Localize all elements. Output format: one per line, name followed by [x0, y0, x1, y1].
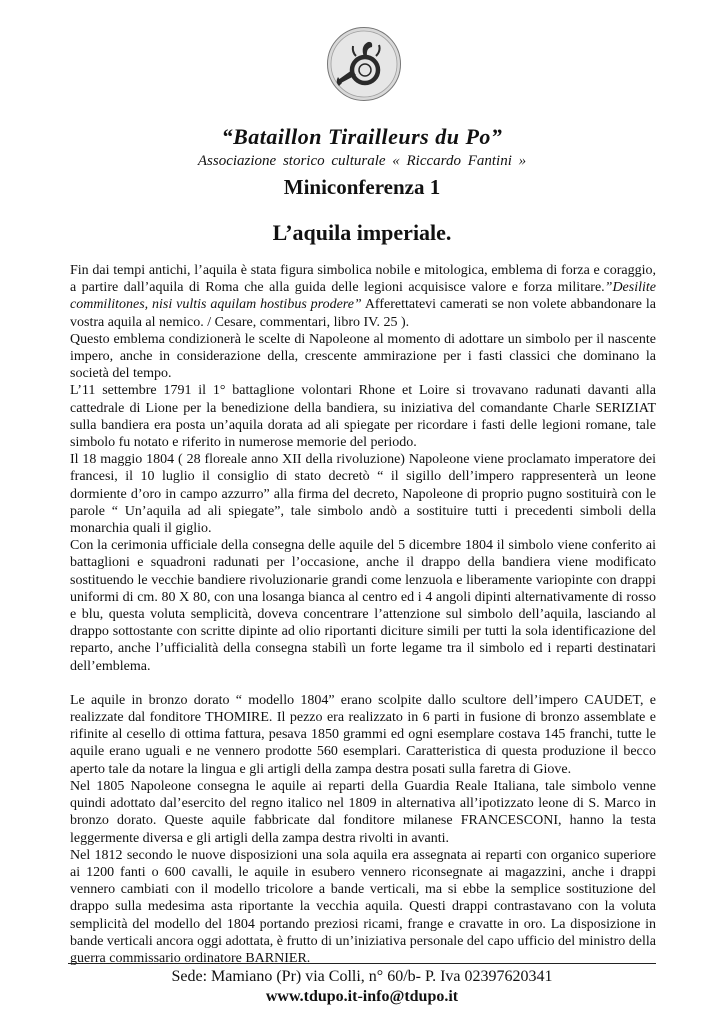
association-subtitle: Associazione storico culturale « Riccardo Fantini »	[197, 153, 527, 169]
hunting-horn-emblem-icon	[326, 26, 402, 102]
paragraph-7: Nel 1805 Napoleone consegna le aquile ai reparti della Guardia Reale Italiana, tale simbolo venne quindi adottato dal’esercito del regno italico nel 1809 in alternativa all’ipotizzato leone di S. Marco in bronzo dorato. Queste aquile fabbricate dal fonditore milanese FRANCESCONI, hanno la testa leggermente diversa e gli artigli della zampa destra rivolti in avanti.	[70, 778, 656, 846]
document-body	[70, 262, 656, 967]
paragraph-3: L’11 settembre 1791 il 1° battaglione volontari Rhone et Loire si trovavano radunati davanti alla cattedrale di Lione per la benedizione della bandiera, su iniziativa del comandante Charle SERIZIAT sulla bandiera era posta un’aquila dorata ad ali spiegate per ricordare i fasti delle legioni romane, tale simbolo fu notato e riferito in numerose memorie del periodo.	[70, 383, 656, 451]
paragraph-2: Questo emblema condizionerà le scelte di Napoleone al momento di adottare un simbolo per il nascente impero, anche in considerazione della, crescente ammirazione per i fasti classici che dominano la società del tempo.	[70, 331, 656, 382]
footer-web-email: www.tdupo.it-info@tdupo.it	[265, 988, 459, 1005]
paragraph-1-end: Afferettatevi camerati se non volete abbandonare la vostra aquila al nemico. / Cesare, commentari, libro IV. 25 ).	[70, 297, 656, 330]
conference-title: Miniconferenza 1	[283, 175, 441, 199]
paragraph-1	[70, 262, 656, 331]
association-title: “Bataillon Tirailleurs du Po”	[221, 124, 503, 149]
latin-quote: ”Desilite commilitones, nisi vultis aquilam hostibus prodere”	[70, 280, 656, 313]
document-heading: L’aquila imperiale.	[272, 220, 452, 245]
paragraph-6: Le aquile in bronzo dorato “ modello 1804” erano scolpite dallo scultore dell’impero CAUDET, e realizzate dal fonditore THOMIRE. Il pezzo era realizzato in 6 parti in fusione di bronzo assemblate e rifinite al cesello di ottima fattura, pesava 1850 grammi ed ogni esemplare costava 145 franchi, tutte le aquile erano uguali e ne vennero prodotte 560 esemplari. Caratteristica di questa produzione il becco aperto tale da notare la lingua e gli artigli della zampa destra posati sulla faretra di Giove.	[70, 692, 656, 777]
paragraph-1-start: Fin dai tempi antichi, l’aquila è stata figura simbolica nobile e mitologica, emblema di forza e coraggio, a partire dall’aquila di Roma che alla guida delle legioni acquisisce valore e forza militare.	[70, 263, 656, 296]
footer-divider	[68, 963, 656, 964]
paragraph-4: Il 18 maggio 1804 ( 28 floreale anno XII della rivoluzione) Napoleone viene proclamato imperatore dei francesi, il 10 luglio il consiglio di stato decretò “ il sigillo dell’impero rappresenterà un leone dormiente d’oro in campo azzurro” alla firma del decreto, Napoleone di proprio pugno sostituirà con le parole “ Un’aquila ad ali spiegate”, tale simbolo andò a sostituire tutti i precedenti simboli della monarchia quali il giglio.	[70, 452, 656, 537]
footer-address: Sede: Mamiano (Pr) via Colli, n° 60/b- P. Iva 02397620341	[171, 968, 553, 985]
paragraph-5: Con la cerimonia ufficiale della consegna delle aquile del 5 dicembre 1804 il simbolo viene conferito ai battaglioni e squadroni radunati per l’occasione, anche il drappo della bandiera viene modificato sostituendo le vecchie bandiere rivoluzionarie grandi come lenzuola e liberamente variopinte con drappi uniformi di cm. 80 X 80, con una losanga bianca al centro ed i 4 angoli dipinti alternativamente di rosso e blu, questa voluta semplicità, doveva concentrare l’attenzione sul simbolo dell’aquila, lasciando al drappo sottostante con scritte dipinte ad olio riportanti diciture simili per tutti la sola identificazione del reparto, anche l’ufficialità della consegna stabilì un forte legame tra il simbolo ed i reparti destinatari dell’emblema.	[70, 538, 656, 674]
paragraph-8: Nel 1812 secondo le nuove disposizioni una sola aquila era assegnata ai reparti con organico superiore ai 1200 fanti o 600 cavalli, le aquile in esubero vennero riconsegnate ai magazzini, anche i drappi vennero cambiati con il modello tricolore a bande verticali, ma si ebbe la semplice sostituzione del drappo sulla medesima asta riportante la vecchia aquila. Questi drappi contrastavano con la voluta semplicità del modello del 1804 portando preziosi ricami, frange e cravatte in oro. La disposizione in bande verticali ancora oggi adottata, è frutto di un’iniziativa personale del capo ufficio del ministro della guerra commissario ordinatore BARNIER.	[70, 847, 656, 966]
